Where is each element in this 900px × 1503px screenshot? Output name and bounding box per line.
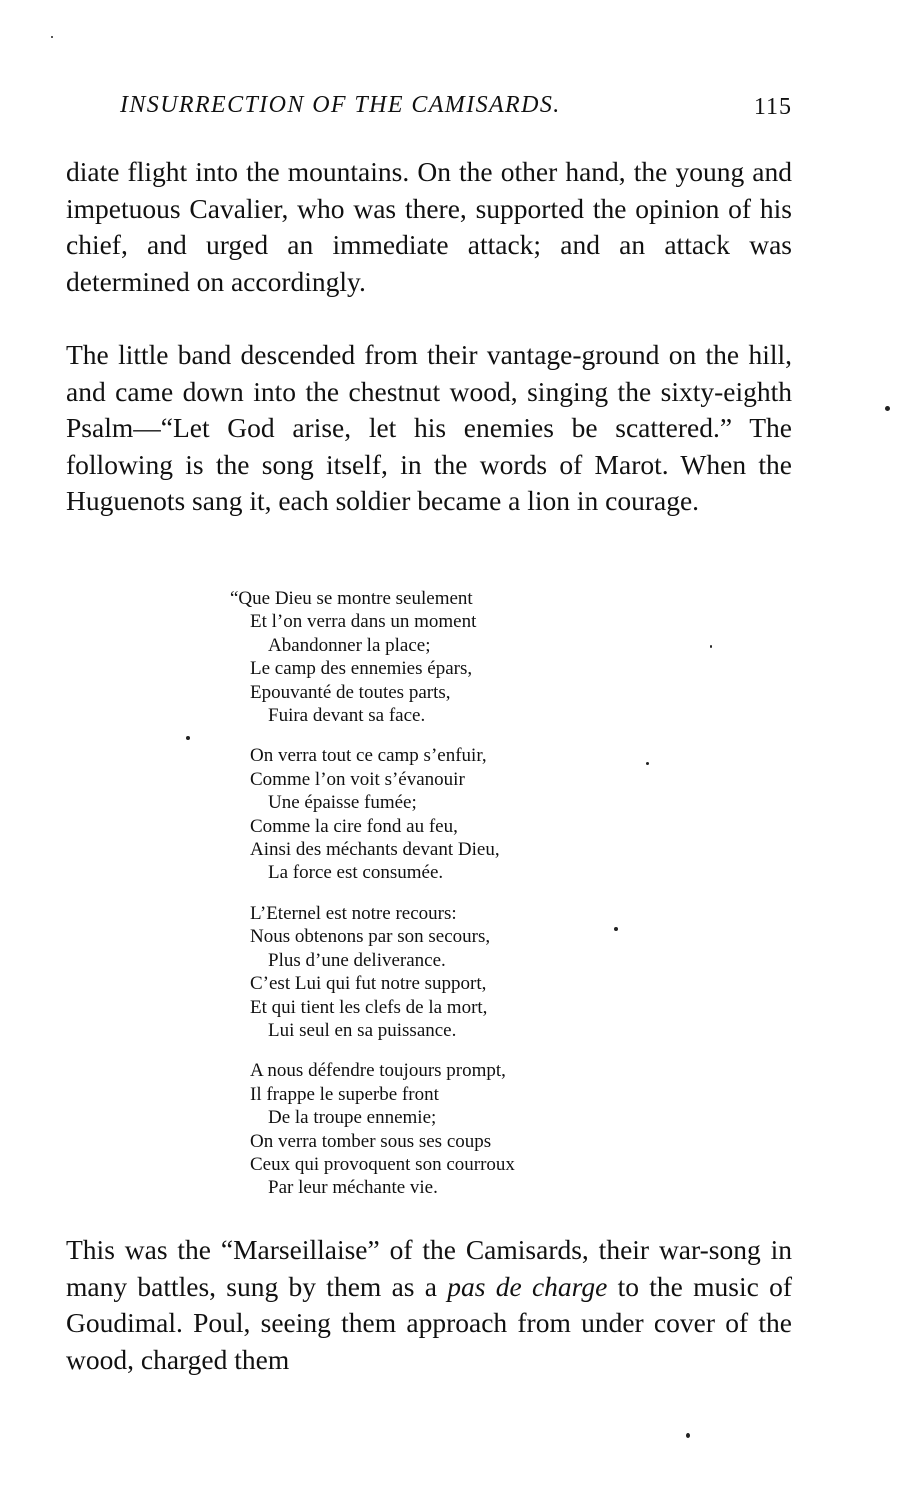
- paragraph-marseillaise: [66, 1232, 792, 1378]
- paragraph-2-text: The little band descended from their vantage-ground on the hill, and came down into the chestnut wood, singing the sixty-eighth Psalm—“Let God arise, let his enemies be scattered.” The following is the song itself, in the words of Marot. When the Huguenots sang it, each soldier became a lion in courage.: [66, 339, 792, 516]
- poem-line: Il frappe le superbe front: [250, 1083, 439, 1105]
- poem-line: Ainsi des méchants devant Dieu,: [250, 839, 500, 861]
- poem-line: A nous défendre toujours prompt,: [250, 1060, 506, 1082]
- ink-speck: [646, 762, 649, 765]
- paragraph-1-text: diate flight into the mountains. On the other hand, the young and impetuous Cavalier, who was there, supported the opinion of his chief, and urged an immediate attack; and an attack was determined on accordingly.: [66, 156, 792, 297]
- ink-speck: [686, 1433, 690, 1438]
- ink-speck: [710, 645, 712, 648]
- poem-line: Plus d’une deliverance.: [268, 949, 446, 971]
- page-number: 115: [753, 94, 792, 120]
- poem-line: Le camp des ennemies épars,: [250, 658, 473, 680]
- psalm-poem: [230, 587, 515, 1217]
- poem-stanza: [230, 744, 515, 884]
- poem-line: Et qui tient les clefs de la mort,: [250, 996, 488, 1018]
- ink-speck: [186, 736, 190, 740]
- poem-line: Comme la cire fond au feu,: [250, 815, 458, 837]
- paragraph-continuation: [66, 154, 792, 300]
- poem-line: “Que Dieu se montre seulement: [230, 588, 473, 609]
- poem-line: De la troupe ennemie;: [268, 1107, 437, 1129]
- poem-line: Epouvanté de toutes parts,: [250, 681, 451, 703]
- poem-stanza: [230, 1059, 515, 1199]
- poem-line: Une épaisse fumée;: [268, 792, 417, 814]
- paragraph-3-before: This was the “Marseillaise” of the Camisards, their war-song in many battles, sung by them as a: [66, 1234, 792, 1302]
- running-head: [66, 92, 792, 128]
- poem-line: L’Eternel est notre recours:: [250, 902, 457, 924]
- poem-line: Nous obtenons par son secours,: [250, 926, 491, 948]
- poem-line: C’est Lui qui fut notre support,: [250, 973, 487, 995]
- running-title: INSURRECTION OF THE CAMISARDS.: [120, 92, 561, 118]
- poem-line: Lui seul en sa puissance.: [268, 1019, 457, 1041]
- poem-line: Fuira devant sa face.: [268, 705, 426, 727]
- poem-stanza: [230, 902, 515, 1042]
- paragraph-3-after: to the music of Goudimal. Poul, seeing them approach from under cover of the wood, charged them: [66, 1270, 792, 1375]
- ink-speck: [885, 406, 890, 411]
- poem-line: Par leur méchante vie.: [268, 1177, 438, 1199]
- ink-speck: [51, 36, 53, 38]
- ink-speck: [614, 927, 618, 931]
- poem-line: Comme l’on voit s’évanouir: [250, 768, 465, 790]
- poem-stanza: [230, 587, 515, 727]
- paragraph-3-italic: pas de charge: [447, 1270, 608, 1302]
- paragraph-psalm-intro: [66, 337, 792, 520]
- poem-line: Ceux qui provoquent son courroux: [250, 1153, 515, 1175]
- poem-line: Et l’on verra dans un moment: [250, 611, 477, 633]
- poem-line: On verra tout ce camp s’enfuir,: [250, 745, 487, 767]
- poem-line: On verra tomber sous ses coups: [250, 1130, 492, 1152]
- poem-line: La force est consumée.: [268, 862, 444, 884]
- poem-line: Abandonner la place;: [268, 634, 431, 656]
- paragraph-3-text: [66, 1232, 792, 1378]
